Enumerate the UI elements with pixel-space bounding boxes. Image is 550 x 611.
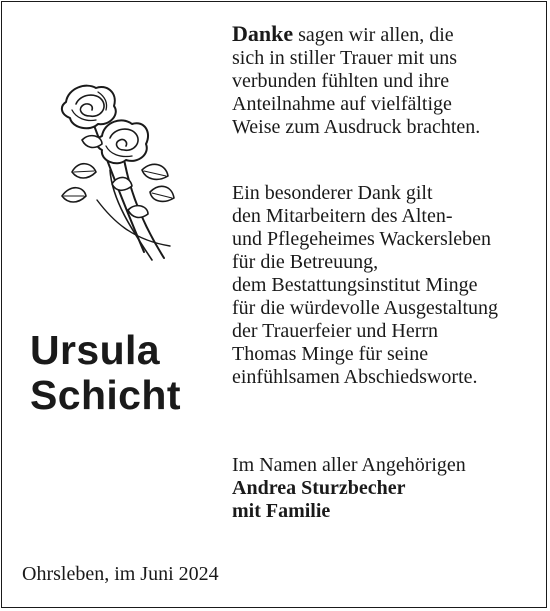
roses-icon <box>52 80 178 266</box>
thanks-line: verbunden fühlten und ihre <box>232 70 450 92</box>
signature-intro: Im Namen aller Angehörigen <box>232 454 466 476</box>
last-name: Schicht <box>30 372 181 418</box>
special-thanks-line: für die Betreuung, <box>232 251 379 273</box>
special-thanks-paragraph <box>232 182 532 389</box>
first-name: Ursula <box>30 327 161 373</box>
thanks-line <box>232 22 532 47</box>
special-thanks-line: Thomas Minge für seine <box>232 343 429 365</box>
thanks-lead-word: Danke <box>232 21 294 46</box>
thanks-line: sich in stiller Trauer mit uns <box>232 47 457 69</box>
special-thanks-line: für die würdevolle Ausgestaltung <box>232 297 499 319</box>
thanks-line: Weise zum Ausdruck brachten. <box>232 116 481 138</box>
signature <box>232 454 532 523</box>
special-thanks-line: der Trauerfeier und Herrn <box>232 320 439 342</box>
thanks-line: Anteilnahme auf vielfältige <box>232 93 452 115</box>
special-thanks-line: dem Bestattungsinstitut Minge <box>232 274 478 296</box>
special-thanks-line: und Pflegeheimes Wackersleben <box>232 228 492 250</box>
signature-family: mit Familie <box>232 500 331 522</box>
thanks-paragraph <box>232 22 532 139</box>
signature-name: Andrea Sturzbecher <box>232 477 406 499</box>
thanks-line-rest: sagen wir allen, die <box>293 24 454 46</box>
place-date: Ohrsleben, im Juni 2024 <box>22 563 219 585</box>
special-thanks-line: Ein besonderer Dank gilt <box>232 182 433 204</box>
special-thanks-line: einfühlsamen Abschiedsworte. <box>232 366 478 388</box>
deceased-name <box>30 328 181 418</box>
special-thanks-line: den Mitarbeitern des Alten- <box>232 205 453 227</box>
